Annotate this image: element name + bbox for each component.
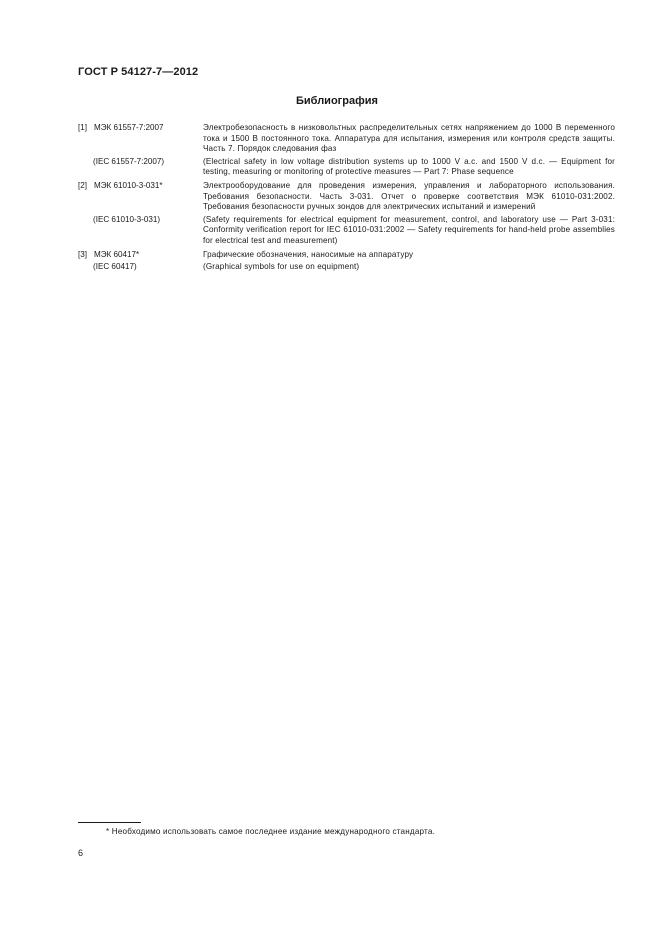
entry-number: [1]	[78, 123, 87, 132]
entry-standard-code: (IEC 61010-3-031)	[93, 214, 161, 224]
entry-description: (Safety requirements for electrical equipment for measurement, control, and laboratory use — Part 3-031: Conformity verification report for IEC 61010-031:2002 — Safety requirements for hand-held probe assemblies for electrical test and measurement)	[203, 214, 615, 245]
page-number: 6	[78, 848, 84, 858]
entry-standard-code: МЭК 60417*	[94, 249, 140, 259]
bibliography-entry	[78, 181, 615, 213]
footnote-divider	[78, 822, 141, 823]
entry-reference	[78, 157, 203, 178]
entry-description: Электробезопасность в низковольтных распределительных сетях напряжением до 1000 В переменного тока и 1500 В постоянного тока. Аппаратура для испытания, измерения или контроля средств защиты. Часть 7. Порядок следования фаз	[203, 123, 615, 154]
document-header: ГОСТ Р 54127-7—2012	[78, 66, 199, 78]
entry-standard-code: МЭК 61010-3-031*	[94, 180, 163, 190]
bibliography-entry-translation	[78, 262, 615, 273]
bibliography-entry	[78, 123, 615, 155]
entry-reference	[78, 215, 203, 247]
section-title: Библиография	[296, 95, 378, 107]
entry-reference	[78, 262, 203, 273]
footnote: * Необходимо использовать самое последнее издание международного стандарта.	[106, 827, 436, 836]
entry-description: (Graphical symbols for use on equipment)	[203, 262, 360, 272]
entry-reference	[78, 250, 203, 261]
entry-description: Электрооборудование для проведения измерения, управления и лабораторного использования. Требования безопасности. Часть 3-031. Отчет о проверке соответствия МЭК 61010-031:2002. Требования безопасности ручных зондов для электрических испытаний и измерений	[203, 180, 615, 212]
bibliography-entry	[78, 250, 615, 261]
bibliography-list	[78, 123, 615, 275]
entry-number: [3]	[78, 249, 87, 259]
entry-standard-code: (IEC 61557-7:2007)	[93, 156, 165, 166]
entry-number: [2]	[78, 180, 87, 190]
bibliography-entry-translation	[78, 215, 615, 247]
entry-description: (Electrical safety in low voltage distribution systems up to 1000 V a.c. and 1500 V d.c. — Equipment for testing, measuring or monitoring of protective measures — Part 7: Phase sequence	[203, 156, 615, 177]
entry-standard-code: (IEC 60417)	[93, 262, 137, 272]
entry-reference	[78, 181, 203, 213]
entry-description: Графические обозначения, наносимые на аппаратуру	[203, 249, 414, 259]
entry-standard-code: МЭК 61557-7:2007	[94, 123, 164, 132]
entry-reference	[78, 123, 203, 155]
bibliography-entry-translation	[78, 157, 615, 178]
